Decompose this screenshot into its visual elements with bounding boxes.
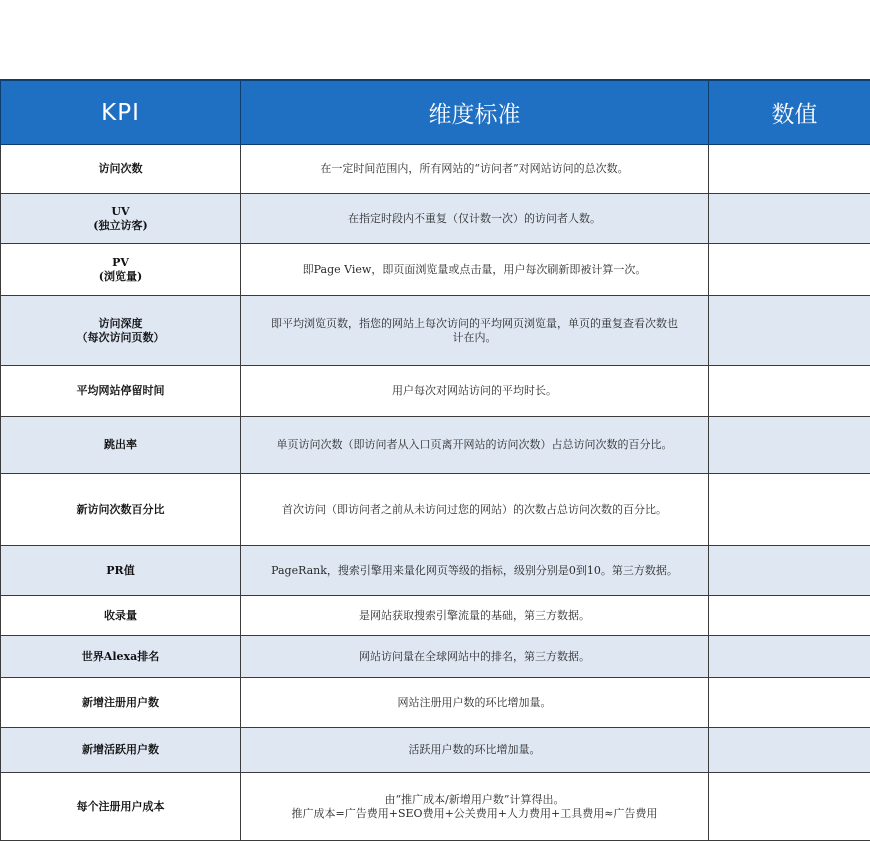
kpi-name-cell <box>1 417 241 474</box>
kpi-name-cell <box>1 636 241 678</box>
kpi-standard-line: 在一定时间范围内，所有网站的“访问者”对网站访问的总次数。 <box>320 162 629 175</box>
kpi-standard-line: 活跃用户数的环比增加量。 <box>408 743 541 756</box>
kpi-value-cell[interactable] <box>709 296 870 366</box>
table-row <box>1 366 870 417</box>
kpi-value-cell[interactable] <box>709 474 870 546</box>
kpi-name-cell <box>1 728 241 773</box>
table-row <box>1 636 870 678</box>
kpi-name-line: 访问次数 <box>98 162 143 175</box>
kpi-value-cell[interactable] <box>709 678 870 728</box>
header-kpi: KPI <box>1 80 241 145</box>
kpi-name-line: 每个注册用户成本 <box>76 799 165 813</box>
header-value: 数值 <box>709 80 870 145</box>
kpi-name-line: 世界Alexa排名 <box>81 649 160 663</box>
kpi-standard-cell <box>241 678 709 728</box>
table-header-row <box>1 80 870 145</box>
kpi-standard-line: 用户每次对网站访问的平均时长。 <box>392 384 557 397</box>
kpi-standard-line: 单页访问次数（即访问者从入口页离开网站的访问次数）占总访问次数的百分比。 <box>276 438 673 451</box>
kpi-value-cell[interactable] <box>709 546 870 596</box>
table-row <box>1 678 870 728</box>
table-row <box>1 194 870 244</box>
kpi-standard-cell <box>241 194 709 244</box>
kpi-name-line: PR值 <box>106 563 135 577</box>
kpi-standard-cell <box>241 244 709 296</box>
table-row <box>1 773 870 841</box>
kpi-value-cell[interactable] <box>709 417 870 474</box>
kpi-table-body <box>1 145 870 841</box>
kpi-table <box>0 79 870 841</box>
kpi-standard-line: 由“推广成本/新增用户数”计算得出。 <box>384 792 565 806</box>
kpi-name-cell <box>1 296 241 366</box>
kpi-standard-line: 网站注册用户数的环比增加量。 <box>397 695 552 709</box>
kpi-name-line: 收录量 <box>104 608 137 622</box>
kpi-standard-line: 计在内。 <box>452 330 497 344</box>
kpi-standard-cell <box>241 145 709 194</box>
kpi-standard-cell <box>241 728 709 773</box>
kpi-name-line: 平均网站停留时间 <box>76 384 165 397</box>
kpi-value-cell[interactable] <box>709 145 870 194</box>
kpi-value-cell[interactable] <box>709 244 870 296</box>
kpi-name-line: 新增活跃用户数 <box>82 743 159 756</box>
table-row <box>1 145 870 194</box>
table-row <box>1 474 870 546</box>
kpi-standard-cell <box>241 474 709 546</box>
table-row <box>1 546 870 596</box>
header-standard: 维度标准 <box>241 80 709 145</box>
kpi-standard-line: PageRank，搜索引擎用来量化网页等级的指标，级别分别是0到10。第三方数据。 <box>271 563 678 577</box>
kpi-value-cell[interactable] <box>709 194 870 244</box>
kpi-standard-line: 在指定时段内不重复（仅计数一次）的访问者人数。 <box>348 211 601 225</box>
table-row <box>1 596 870 636</box>
table-row <box>1 244 870 296</box>
kpi-name-line: UV <box>111 204 130 218</box>
kpi-name-cell <box>1 596 241 636</box>
kpi-value-cell[interactable] <box>709 728 870 773</box>
kpi-name-line: 新访问次数百分比 <box>76 502 165 516</box>
kpi-value-cell[interactable] <box>709 636 870 678</box>
kpi-name-cell <box>1 678 241 728</box>
kpi-name-cell <box>1 773 241 841</box>
table-row <box>1 728 870 773</box>
kpi-standard-cell <box>241 596 709 636</box>
kpi-name-cell <box>1 194 241 244</box>
kpi-name-line: PV <box>112 255 129 269</box>
kpi-name-cell <box>1 366 241 417</box>
table-row <box>1 296 870 366</box>
kpi-name-cell <box>1 546 241 596</box>
kpi-standard-line: 推广成本=广告费用+SEO费用+公关费用+人力费用+工具费用≈广告费用 <box>291 806 658 820</box>
table-row <box>1 417 870 474</box>
kpi-standard-cell <box>241 296 709 366</box>
kpi-name-line: 新增注册用户数 <box>82 695 159 709</box>
kpi-standard-line: 网站访问量在全球网站中的排名，第三方数据。 <box>359 649 590 663</box>
kpi-standard-cell <box>241 366 709 417</box>
kpi-standard-cell <box>241 546 709 596</box>
kpi-name-cell <box>1 474 241 546</box>
kpi-name-line: （每次访问页数） <box>76 330 165 344</box>
kpi-name-line: (浏览量) <box>98 269 143 283</box>
kpi-name-line: (独立访客) <box>93 218 148 232</box>
kpi-table-container <box>0 79 870 841</box>
kpi-standard-cell <box>241 636 709 678</box>
kpi-standard-line: 即平均浏览页数，指您的网站上每次访问的平均网页浏览量，单页的重复查看次数也 <box>271 316 678 330</box>
kpi-standard-line: 是网站获取搜索引擎流量的基础，第三方数据。 <box>359 608 590 622</box>
kpi-standard-cell <box>241 417 709 474</box>
kpi-name-line: 访问深度 <box>98 316 143 330</box>
kpi-standard-line: 即Page View，即页面浏览量或点击量，用户每次刷新即被计算一次。 <box>302 262 647 276</box>
kpi-name-line: 跳出率 <box>104 438 137 451</box>
kpi-standard-cell <box>241 773 709 841</box>
kpi-name-cell <box>1 244 241 296</box>
kpi-name-cell <box>1 145 241 194</box>
kpi-value-cell[interactable] <box>709 366 870 417</box>
kpi-standard-line: 首次访问（即访问者之前从未访问过您的网站）的次数占总访问次数的百分比。 <box>282 502 667 516</box>
kpi-value-cell[interactable] <box>709 596 870 636</box>
kpi-value-cell[interactable] <box>709 773 870 841</box>
